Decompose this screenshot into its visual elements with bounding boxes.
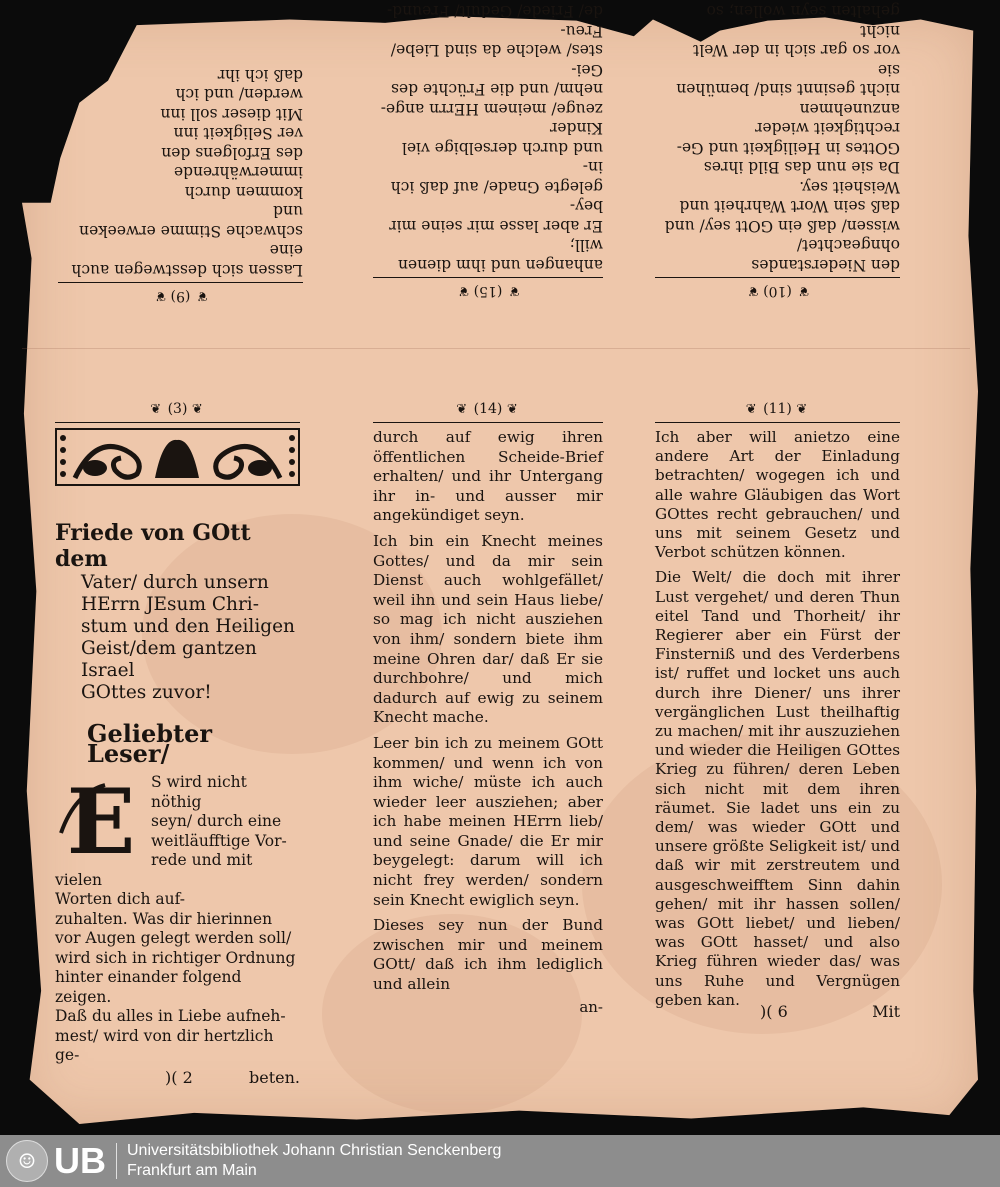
ornament-icon: ❦ xyxy=(796,402,810,417)
header-rule xyxy=(55,422,300,423)
paragraph: Die Welt/ die doch mit ihrer Lust vergehet/ und deren Thun eitel Tand und Thorheit/ ihr Regierer aber ein Fürst der Finsterniß und des Verderbens ist/ ruffet und locket uns auch durch ihre Diener/ uns ihrer vergänglichen Lust theilhaftig zu machen/ mit ihr auszuziehen und wieder die Heiligen GOttes Krieg zu führen/ deren Leben sich nicht mit dem ihren räumet. Sie ladet uns ein zu dem/ was wieder GOtt und unsere größte Seligkeit ist/ und daß wir mit zerstreutem und ausgeschweifftem Sinn dahin gehen/ mit ihr hassen sollen/ was GOtt liebet/ und lieben/ was GOtt hasset/ und also Krieg führen wieder das/ was uns Ruhe und Vergnügen geben kan. xyxy=(655,568,900,1009)
text-line: Lassen sich desstwegen auch eine xyxy=(71,241,303,279)
paragraph: Leer bin ich zu meinem GOtt kommen/ und wenn ich von ihm wiche/ müste ich auch wieder leer ausziehen; aber ich habe meinen HErrn lieb/ und seine Gnade/ die Er mir beygelegt: darum will ich nicht frey werden/ sondern sein Knecht ewiglich seyn. xyxy=(373,733,603,909)
text-line: gelegte Gnade/ auf daß ich in- xyxy=(390,158,603,196)
opening-paragraph xyxy=(55,773,300,1066)
ornament-icon: ❦ xyxy=(194,288,208,303)
page-11 xyxy=(655,400,900,1025)
text-line xyxy=(373,0,603,1)
text-line: daß ich ihr xyxy=(217,66,303,84)
ornament-icon: ❦ xyxy=(506,283,520,298)
text-line: vor so gar sich in der Welt nicht xyxy=(693,22,900,60)
text-line: daß sein Wort Wahrheit und xyxy=(679,197,900,216)
ornament-icon: ❦ xyxy=(796,283,810,298)
text-line: ver Seligkeit inn xyxy=(173,124,303,143)
library-logo[interactable] xyxy=(0,1135,106,1187)
paragraph: Ich bin ein Knecht meines Gottes/ und da mir sein Dienst auch wohlgefället/ weil ihn und sein Haus liebe/ so mag ich nicht ausziehen von ihm/ sondern biete ihm meine Ohren dar/ daß Er sie durchbohre/ und mich dadurch auf ewig zu seinem Knecht mache. xyxy=(373,531,603,727)
text-line: Mit dieser soll inn xyxy=(160,105,303,123)
text-line: anhangen und ihm dienen will; xyxy=(397,236,603,274)
page-14 xyxy=(373,400,603,1020)
ornament-headpiece xyxy=(55,428,300,486)
page-number: (11) xyxy=(763,401,792,417)
ornament-icon: ❦ xyxy=(153,288,167,303)
text-line: nehm/ und die Früchte des Gei- xyxy=(391,61,603,99)
signature-mark: )( 6 xyxy=(760,1002,788,1021)
text-line: Weisheit sey. xyxy=(799,178,900,196)
catchword: an- xyxy=(579,998,603,1016)
text-line: den Niederstandes ohngeachtet/ xyxy=(751,236,900,274)
text-line: seyn/ durch eine xyxy=(151,812,282,830)
text-line: vor Augen gelegt werden soll/ xyxy=(55,929,292,947)
text-line: mest/ wird von dir hertzlich ge- xyxy=(55,1026,274,1064)
page-text xyxy=(655,0,900,274)
text-line: schwache Stimme erweeken und xyxy=(79,202,303,240)
text-line: und durch derselbige viel Kinder xyxy=(401,119,603,157)
dropcap-initial xyxy=(55,773,147,865)
ornament-icon: ❦ xyxy=(745,402,759,417)
greeting-headline: Friede von GOtt dem xyxy=(55,520,251,572)
header-rule xyxy=(373,422,603,423)
header-rule xyxy=(58,282,303,283)
text-line: wissen/ daß ein GOtt sey/ und xyxy=(664,217,900,235)
salutation: Geliebter Leser/ xyxy=(87,719,213,768)
page-text xyxy=(373,428,603,1001)
text-line: Er aber lasse mir seine mir bey- xyxy=(389,197,603,235)
ub-logo-text: UB xyxy=(54,1140,106,1181)
text-line: rede und mit vielen xyxy=(55,851,253,889)
text-line: Worten dich auf- xyxy=(55,890,186,908)
page-number: (9) xyxy=(170,288,191,304)
text-line: weitläufftige Vor- xyxy=(151,831,287,850)
page-number: (10) xyxy=(763,283,792,299)
paragraph: Dieses sey nun der Bund zwischen mir und meinem GOtt/ daß ich ihm lediglich und allein xyxy=(373,916,603,994)
ornament-icon: ❦ xyxy=(456,402,470,417)
page-number: (14) xyxy=(473,401,503,417)
fold-line xyxy=(22,348,970,349)
text-line: HErrn JEsum Chri- xyxy=(81,594,259,615)
page-text xyxy=(655,428,900,1016)
text-line: S wird nicht nöthig xyxy=(151,773,247,811)
text-line: wird sich in richtiger Ordnung xyxy=(55,948,296,967)
text-line: stes/ welche da sind Liebe/ Freu- xyxy=(390,22,603,60)
text-line: Daß du alles in Liebe aufneh- xyxy=(55,1007,286,1025)
page-3 xyxy=(55,400,300,1087)
page-number: (15) xyxy=(473,283,503,299)
upside-down-page-left xyxy=(58,66,303,305)
library-footer xyxy=(0,1135,1000,1187)
ornament-icon: ❦ xyxy=(456,283,470,298)
ornament-icon: ❦ xyxy=(150,402,164,417)
text-line: hinter einander folgend zeigen. xyxy=(55,968,242,1006)
paragraph: durch auf ewig ihren öffentlichen Scheide-Brief erhalten/ und ihr Untergang ihr in- und ausser mir angekündiget seyn. xyxy=(373,428,603,525)
header-rule xyxy=(655,277,900,278)
text-line: GOttes in Heiligkeit und Ge- xyxy=(676,139,900,157)
greeting-subtext xyxy=(55,572,300,704)
header-rule xyxy=(655,422,900,423)
library-city: Frankfurt am Main xyxy=(127,1162,257,1179)
text-line: de/ Friede/ Gedult/ Freund- xyxy=(386,2,603,21)
page-text xyxy=(58,65,303,280)
catchword: Mit xyxy=(872,1002,900,1021)
text-line: stum und den Heiligen xyxy=(81,616,295,637)
text-line: werden/ und ich xyxy=(175,85,303,104)
header-rule xyxy=(373,277,603,278)
text-line: nicht gesinnt sind/ bemühen sie xyxy=(676,61,900,99)
text-line: rechtigkeit wieder anzunehmen xyxy=(755,100,900,138)
ornament-icon: ❦ xyxy=(191,402,205,417)
text-line: kommen durch immerwährende xyxy=(173,163,303,201)
portrait-seal-icon: ☺ xyxy=(6,1140,48,1182)
text-line: Vater/ durch unsern xyxy=(81,572,269,593)
page-text xyxy=(373,0,603,274)
upside-down-page-right xyxy=(655,2,900,300)
paragraph: Ich aber will anietzo eine andere Art der Einladung betrachten/ wogegen ich und alle wahre Gläubigen das Wort GOttes recht gebrauchen/ und uns mit seinem Gesetz und Verbot schützen können. xyxy=(655,428,900,562)
text-line: des Erfolgens den xyxy=(161,144,303,162)
svg-text:E: E xyxy=(66,773,136,865)
text-line: zeuge/ meinem HErrn ange- xyxy=(380,100,603,118)
catchword: beten. xyxy=(249,1067,300,1087)
text-line: Geist/dem gantzen Israel xyxy=(81,638,257,681)
text-line: Da sie nun das Bild ihres xyxy=(703,158,900,177)
text-line: GOttes zuvor! xyxy=(81,682,212,703)
footer-divider xyxy=(116,1143,117,1179)
text-line: zuhalten. Was dir hierinnen xyxy=(55,909,273,928)
signature-mark: )( 2 xyxy=(165,1067,193,1087)
library-name: Universitätsbibliothek Johann Christian Senckenberg xyxy=(127,1142,502,1159)
upside-down-page-center xyxy=(373,2,603,300)
page-number: (3) xyxy=(167,401,188,417)
ornament-icon: ❦ xyxy=(506,402,520,417)
ornament-icon: ❦ xyxy=(745,283,759,298)
text-line: gehalten seyn wollen; so xyxy=(706,2,900,21)
